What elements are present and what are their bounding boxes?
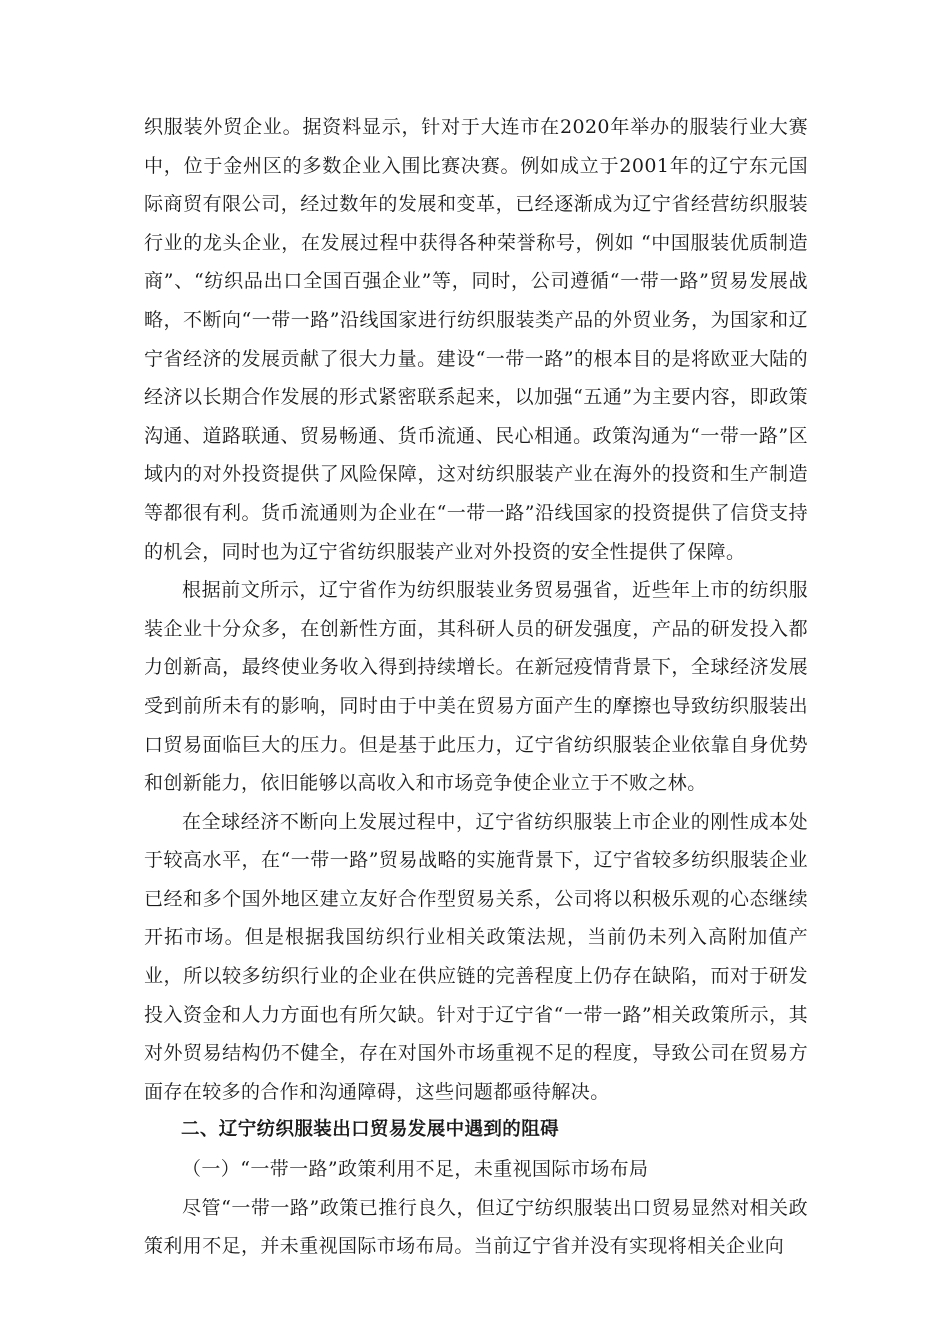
document-body <box>144 108 808 1266</box>
paragraph-continued: 织服装外贸企业。据资料显示，针对于大连市在2020年举办的服装行业大赛中，位于金州区的多数企业入围比赛决赛。例如成立于2001年的辽宁东元国际商贸有限公司，经过数年的发展和变革，已经逐渐成为辽宁省经营纺织服装行业的龙头企业，在发展过程中获得各种荣誉称号，例如 “中国服装优质制造商”、“纺织品出口全国百强企业”等，同时，公司遵循“一带一路”贸易发展战略，不断向“一带一路”沿线国家进行纺织服装类产品的外贸业务，为国家和辽宁省经济的发展贡献了很大力量。建设“一带一路”的根本目的是将欧亚大陆的经济以长期合作发展的形式紧密联系起来，以加强“五通”为主要内容，即政策沟通、道路联通、贸易畅通、货币流通、民心相通。政策沟通为“一带一路”区域内的对外投资提供了风险保障，这对纺织服装产业在海外的投资和生产制造等都很有利。货币流通则为企业在“一带一路”沿线国家的投资提供了信贷支持的机会，同时也为辽宁省纺织服装产业对外投资的安全性提供了保障。 <box>144 116 808 563</box>
section-heading: 二、辽宁纺织服装出口贸易发展中遇到的阻碍 <box>181 1119 560 1141</box>
subsection-heading: （一）“一带一路”政策利用不足，未重视国际市场布局 <box>182 1158 649 1181</box>
paragraph: 在全球经济不断向上发展过程中，辽宁省纺织服装上市企业的刚性成本处于较高水平，在“一带一路”贸易战略的实施背景下，辽宁省较多纺织服装企业已经和多个国外地区建立友好合作型贸易关系，公司将以积极乐观的心态继续开拓市场。但是根据我国纺织行业相关政策法规，当前仍未列入高附加值产业，所以较多纺织行业的企业在供应链的完善程度上仍存在缺陷，而对于研发投入资金和人力方面也有所欠缺。针对于辽宁省“一带一路”相关政策所示，其对外贸易结构仍不健全，存在对国外市场重视不足的程度，导致公司在贸易方面存在较多的合作和沟通障碍，这些问题都亟待解决。 <box>144 810 808 1103</box>
paragraph: 尽管“一带一路”政策已推行良久，但辽宁纺织服装出口贸易显然对相关政策利用不足，并未重视国际市场布局。当前辽宁省并没有实现将相关企业向 <box>144 1196 808 1258</box>
paragraph: 根据前文所示，辽宁省作为纺织服装业务贸易强省，近些年上市的纺织服装企业十分众多，在创新性方面，其科研人员的研发强度，产品的研发投入都力创新高，最终使业务收入得到持续增长。在新冠疫情背景下，全球经济发展受到前所未有的影响，同时由于中美在贸易方面产生的摩擦也导致纺织服装出口贸易面临巨大的压力。但是基于此压力，辽宁省纺织服装企业依靠自身优势和创新能力，依旧能够以高收入和市场竞争使企业立于不败之林。 <box>144 579 808 795</box>
